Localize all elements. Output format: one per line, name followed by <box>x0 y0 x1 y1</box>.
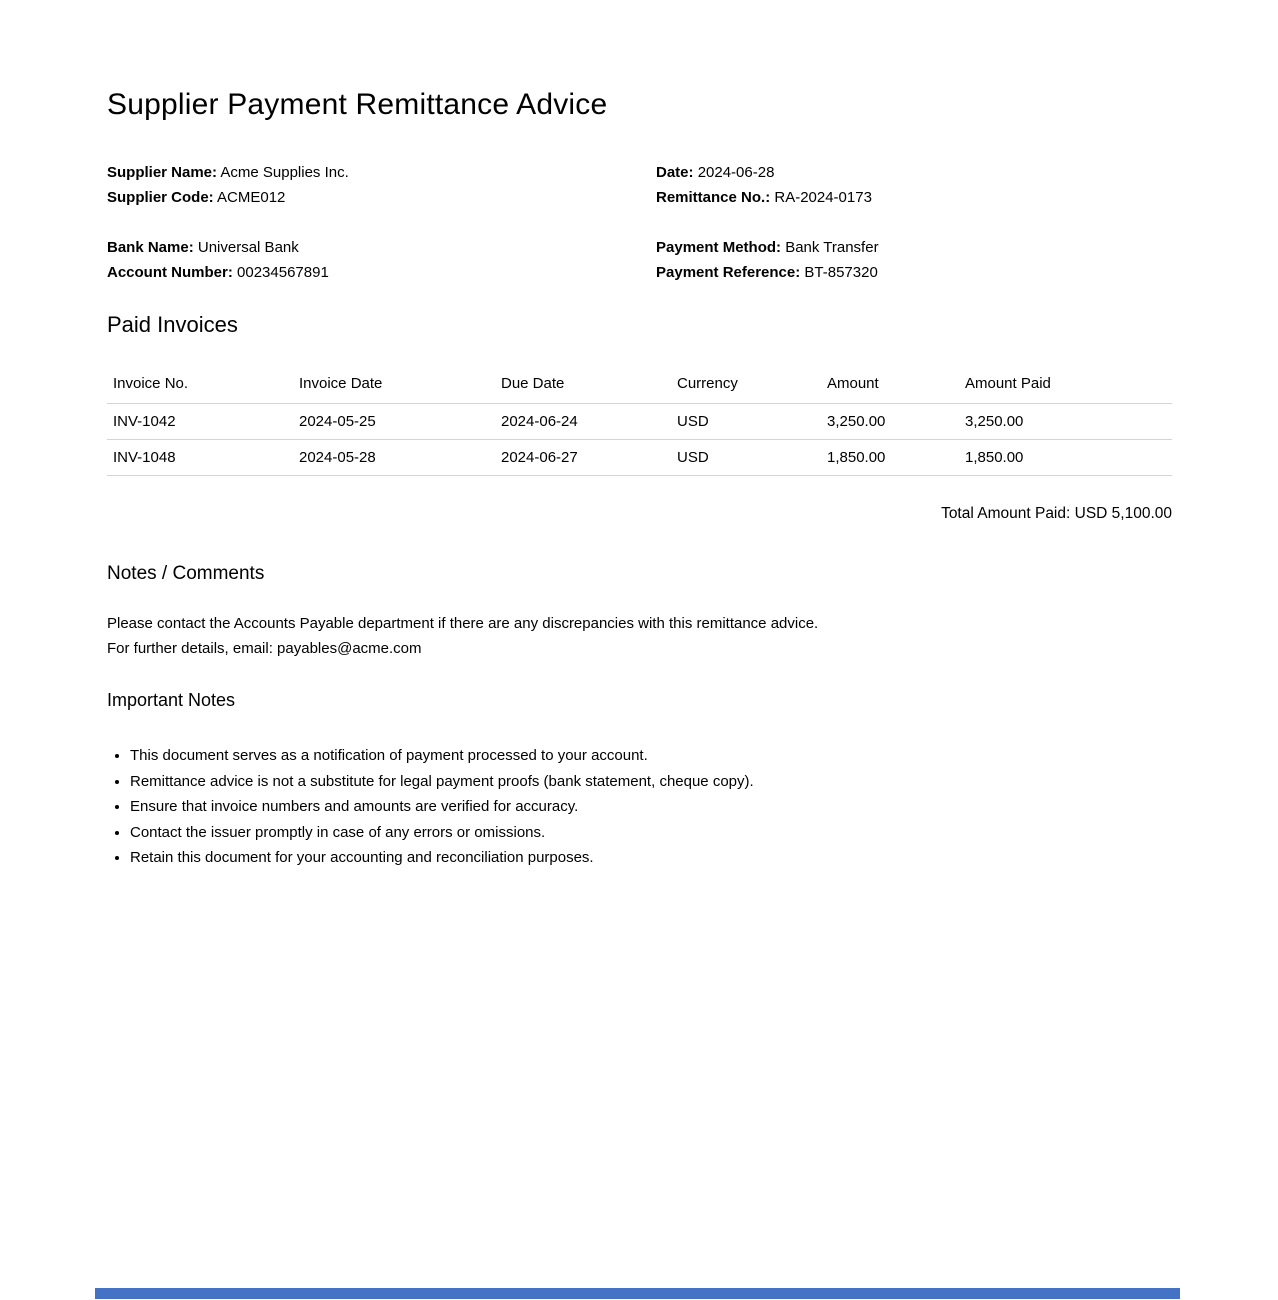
account-number-field <box>107 260 656 285</box>
supplier-code-field <box>107 185 656 210</box>
cell-amount-paid: 3,250.00 <box>959 404 1172 440</box>
remittance-no-field <box>656 185 1172 210</box>
supplier-info-left <box>107 160 656 210</box>
note-line: For further details, email: payables@acme.com <box>107 640 422 657</box>
account-number-value: 00234567891 <box>237 264 329 281</box>
table-row <box>107 404 1172 440</box>
paid-invoices-table <box>107 370 1172 476</box>
payment-reference-field <box>656 260 1172 285</box>
list-item: • This document serves as a notification of payment processed to your account. <box>130 743 1172 769</box>
list-item: • Ensure that invoice numbers and amounts are verified for accuracy. <box>130 794 1172 820</box>
cell-currency: USD <box>671 440 821 476</box>
col-due-date: Due Date <box>495 370 671 404</box>
note-line: Please contact the Accounts Payable department if there are any discrepancies with this remittance advice. <box>107 615 819 632</box>
supplier-code-value: ACME012 <box>217 189 286 206</box>
page-title: Supplier Payment Remittance Advice <box>107 88 608 121</box>
col-currency: Currency <box>671 370 821 404</box>
date-value: 2024-06-28 <box>697 164 775 181</box>
supplier-name-field <box>107 160 656 185</box>
cell-due-date: 2024-06-27 <box>495 440 671 476</box>
important-notes-list <box>107 743 1172 871</box>
cell-amount-paid: 1,850.00 <box>959 440 1172 476</box>
notes-text <box>107 611 1172 661</box>
payment-reference-label: Payment Reference: <box>656 264 801 281</box>
col-invoice-no: Invoice No. <box>107 370 293 404</box>
cell-invoice-date: 2024-05-25 <box>293 404 495 440</box>
footer-bar <box>95 1288 1180 1299</box>
total-amount-value: USD 5,100.00 <box>1074 505 1172 522</box>
table-header-row <box>107 370 1172 404</box>
date-label: Date: <box>656 164 694 181</box>
list-item: • Remittance advice is not a substitute for legal payment proofs (bank statement, cheque copy). <box>130 769 1172 795</box>
supplier-info-group <box>107 160 1172 210</box>
list-item: • Contact the issuer promptly in case of any errors or omissions. <box>130 820 1172 846</box>
list-item: • Retain this document for your accounting and reconciliation purposes. <box>130 845 1172 871</box>
bank-name-field <box>107 235 656 260</box>
date-field <box>656 160 1172 185</box>
cell-invoice-no: INV-1048 <box>107 440 293 476</box>
col-amount: Amount <box>821 370 959 404</box>
supplier-info-right <box>656 160 1172 210</box>
header-info <box>107 160 1172 285</box>
payment-info-left <box>107 235 656 285</box>
remittance-no-label: Remittance No.: <box>656 189 771 206</box>
paid-invoices-heading: Paid Invoices <box>107 312 238 337</box>
important-notes-heading: Important Notes <box>107 690 236 710</box>
col-amount-paid: Amount Paid <box>959 370 1172 404</box>
cell-invoice-date: 2024-05-28 <box>293 440 495 476</box>
payment-info-right <box>656 235 1172 285</box>
table-row <box>107 440 1172 476</box>
remittance-no-value: RA-2024-0173 <box>774 189 872 206</box>
payment-method-value: Bank Transfer <box>785 239 879 256</box>
bank-name-value: Universal Bank <box>197 239 299 256</box>
payment-method-field <box>656 235 1172 260</box>
supplier-code-label: Supplier Code: <box>107 189 214 206</box>
notes-comments-heading: Notes / Comments <box>107 563 265 584</box>
payment-method-label: Payment Method: <box>656 239 782 256</box>
payment-reference-value: BT-857320 <box>804 264 878 281</box>
cell-amount: 1,850.00 <box>821 440 959 476</box>
total-amount-label: Total Amount Paid: <box>941 505 1071 522</box>
cell-currency: USD <box>671 404 821 440</box>
cell-amount: 3,250.00 <box>821 404 959 440</box>
supplier-name-label: Supplier Name: <box>107 164 218 181</box>
cell-invoice-no: INV-1042 <box>107 404 293 440</box>
supplier-name-value: Acme Supplies Inc. <box>220 164 349 181</box>
bank-name-label: Bank Name: <box>107 239 194 256</box>
account-number-label: Account Number: <box>107 264 233 281</box>
payment-info-group <box>107 235 1172 285</box>
cell-due-date: 2024-06-24 <box>495 404 671 440</box>
total-amount-paid <box>107 504 1172 524</box>
col-invoice-date: Invoice Date <box>293 370 495 404</box>
